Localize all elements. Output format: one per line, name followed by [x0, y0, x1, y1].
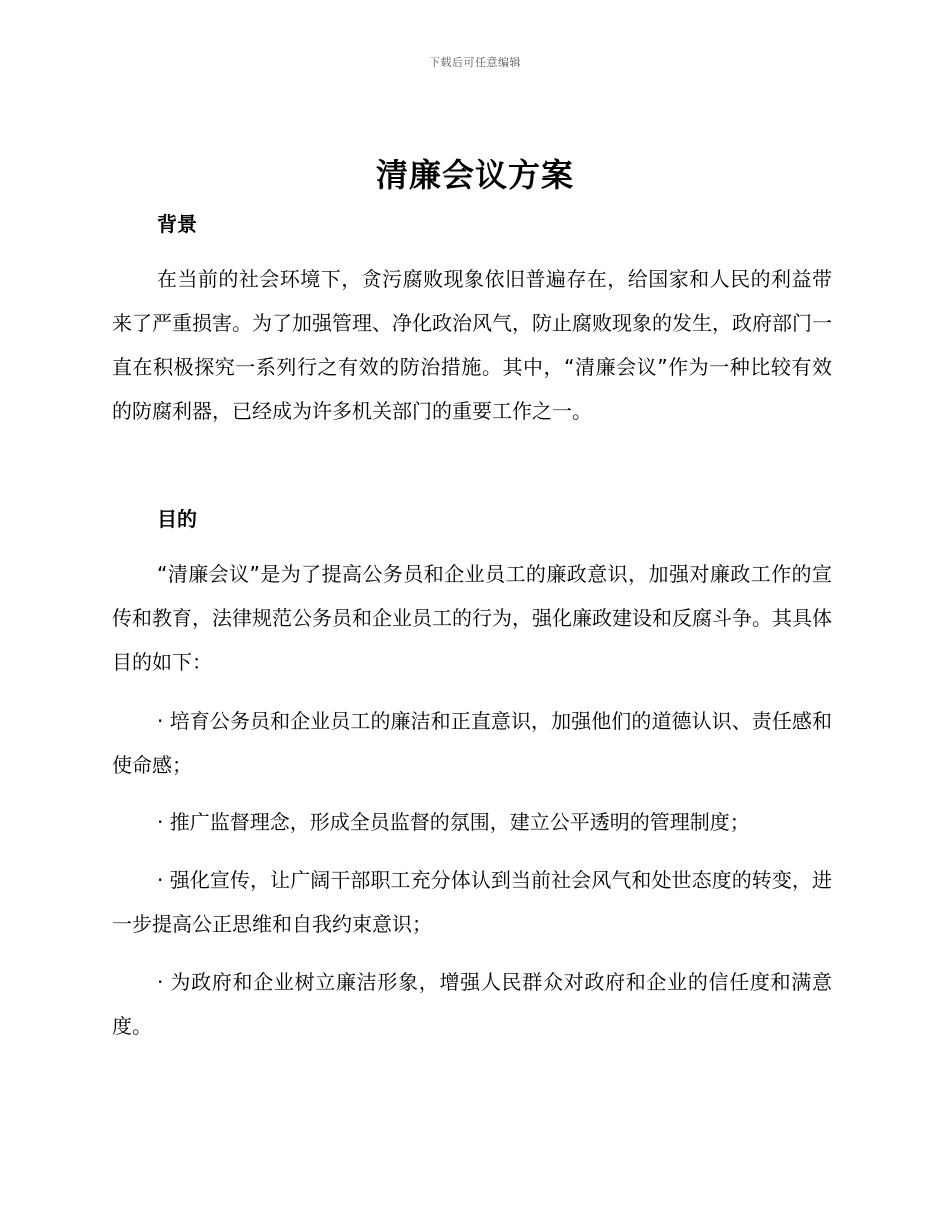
- purpose-bullet-item: · 推广监督理念，形成全员监督的氛围，建立公平透明的管理制度；: [157, 810, 750, 834]
- section-heading-background: 背景: [157, 212, 197, 236]
- document-title: 清廉会议方案: [375, 156, 574, 194]
- purpose-intro-paragraph: “清廉会议”是为了提高公务员和企业员工的廉政意识，加强对廉政工作的宣传和教育，法律规范公务员和企业员工的行为，强化廉政建设和反腐斗争。其具体目的如下：: [112, 562, 832, 674]
- header-note: 下载后可任意编辑: [429, 56, 521, 69]
- purpose-bullet-item: · 强化宣传，让广阔干部职工充分体认到当前社会风气和处世态度的转变，进一步提高公正思维和自我约束意识；: [112, 868, 832, 936]
- section-heading-purpose: 目的: [157, 507, 197, 531]
- purpose-bullet-item: · 培育公务员和企业员工的廉洁和正直意识，加强他们的道德认识、责任感和使命感；: [112, 709, 832, 777]
- background-paragraph: 在当前的社会环境下，贪污腐败现象依旧普遍存在，给国家和人民的利益带来了严重损害。为了加强管理、净化政治风气，防止腐败现象的发生，政府部门一直在积极探究一系列行之有效的防治措施。其中，“清廉会议”作为一种比较有效的防腐利器，已经成为许多机关部门的重要工作之一。: [112, 267, 832, 423]
- purpose-bullet-item: · 为政府和企业树立廉洁形象，增强人民群众对政府和企业的信任度和满意度。: [112, 970, 832, 1038]
